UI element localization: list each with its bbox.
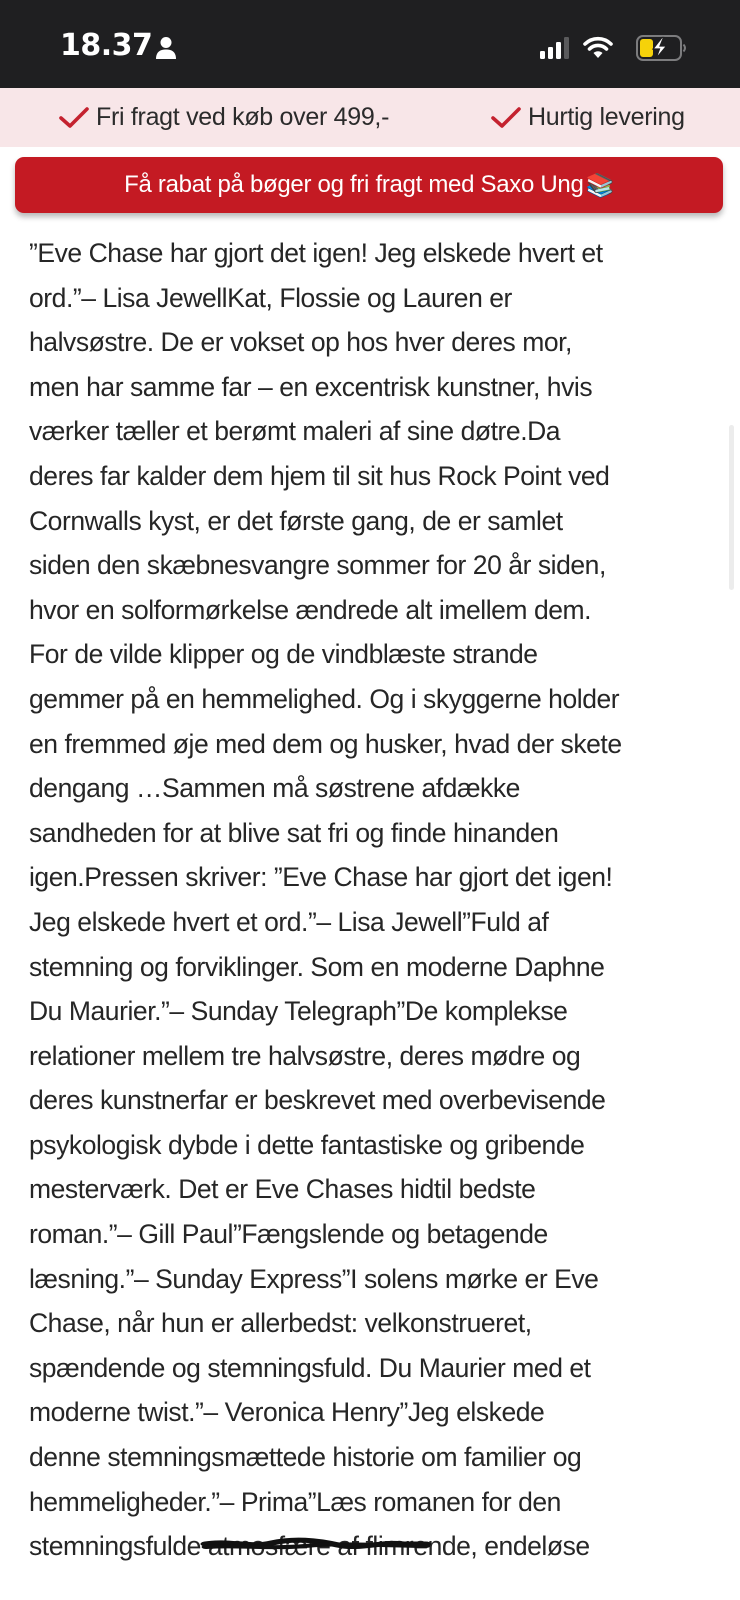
banner-label: Få rabat på bøger og fri fragt med Saxo Ung	[124, 171, 584, 198]
description-line: moderne twist.”– Veronica Henry”Jeg elskede	[29, 1397, 545, 1428]
text-segment: stemningsfulde	[29, 1531, 208, 1562]
text-segment: atmosfære af flimre	[207, 1531, 428, 1562]
usp-free-shipping	[58, 88, 389, 147]
status-bar	[0, 0, 740, 88]
description-line: relationer mellem tre halvsøstre, deres mødre og	[29, 1040, 581, 1071]
description-line: Jeg elskede hvert et ord.”– Lisa Jewell”Fuld af	[29, 906, 549, 937]
book-description	[29, 231, 719, 1569]
description-line: hemmeligheder.”– Prima”Læs romanen for den	[29, 1486, 561, 1517]
description-line: gemmer på en hemmelighed. Og i skyggerne holder	[29, 683, 620, 714]
scribble-mark-icon	[206, 1536, 426, 1556]
description-line: hvor en solformørkelse ændrede alt imellem dem.	[29, 594, 592, 625]
usp-fast-delivery	[490, 88, 685, 147]
description-line: spændende og stemningsfuld. Du Maurier med et	[29, 1352, 591, 1383]
description-line: værker tæller et berømt maleri af sine døtre.Da	[29, 416, 561, 447]
description-line: deres kunstnerfar er beskrevet med overbevisende	[29, 1085, 606, 1116]
description-line: læsning.”– Sunday Express”I solens mørke er Eve	[29, 1263, 599, 1294]
description-line: Cornwalls kyst, er det første gang, de er samlet	[29, 505, 563, 536]
scribbled-text	[208, 1524, 428, 1569]
battery-charging-icon	[636, 35, 688, 61]
usp-label: Hurtig levering	[528, 103, 685, 131]
description-line: mesterværk. Det er Eve Chases hidtil bedste	[29, 1174, 536, 1205]
description-line: halvsøstre. De er vokset op hos hver deres mor,	[29, 327, 572, 358]
description-line: igen.Pressen skriver: ”Eve Chase har gjort det igen!	[29, 862, 613, 893]
description-line-last	[29, 1524, 719, 1569]
signal-icon	[540, 37, 570, 59]
description-line: roman.”– Gill Paul”Fængslende og betagende	[29, 1219, 548, 1250]
text-segment: nde, endeløse	[427, 1531, 590, 1562]
description-line: dengang …Sammen må søstrene afdække	[29, 773, 520, 804]
check-icon	[58, 106, 90, 130]
description-line: men har samme far – en excentrisk kunstner, hvis	[29, 371, 593, 402]
usp-label: Fri fragt ved køb over 499,-	[96, 103, 390, 131]
description-line: stemning og forviklinger. Som en moderne Daphne	[29, 951, 605, 982]
description-line: ord.”– Lisa JewellKat, Flossie og Lauren er	[29, 282, 512, 313]
description-line: sandheden for at blive sat fri og finde hinanden	[29, 817, 559, 848]
description-line: Du Maurier.”– Sunday Telegraph”De komplekse	[29, 996, 568, 1027]
person-icon	[155, 36, 177, 60]
description-line: Chase, når hun er allerbedst: velkonstrueret,	[29, 1308, 532, 1339]
description-line: psykologisk dybde i dette fantastiske og gribende	[29, 1129, 585, 1160]
description-line: ”Eve Chase har gjort det igen! Jeg elskede hvert et	[29, 238, 603, 268]
wifi-icon	[583, 35, 613, 59]
description-line: For de vilde klipper og de vindblæste strande	[29, 639, 538, 670]
description-line: denne stemningsmættede historie om familier og	[29, 1442, 582, 1473]
status-time: 18.37	[60, 28, 153, 63]
description-line: deres far kalder dem hjem til sit hus Rock Point ved	[29, 460, 610, 491]
scrollbar[interactable]	[729, 425, 734, 590]
books-icon: 📚	[585, 171, 614, 198]
saxo-ung-banner-button[interactable]	[15, 157, 723, 213]
usp-strip	[0, 88, 740, 147]
check-icon	[490, 106, 522, 130]
description-line: en fremmed øje med dem og husker, hvad der skete	[29, 728, 622, 759]
description-line: siden den skæbnesvangre sommer for 20 år siden,	[29, 550, 606, 581]
